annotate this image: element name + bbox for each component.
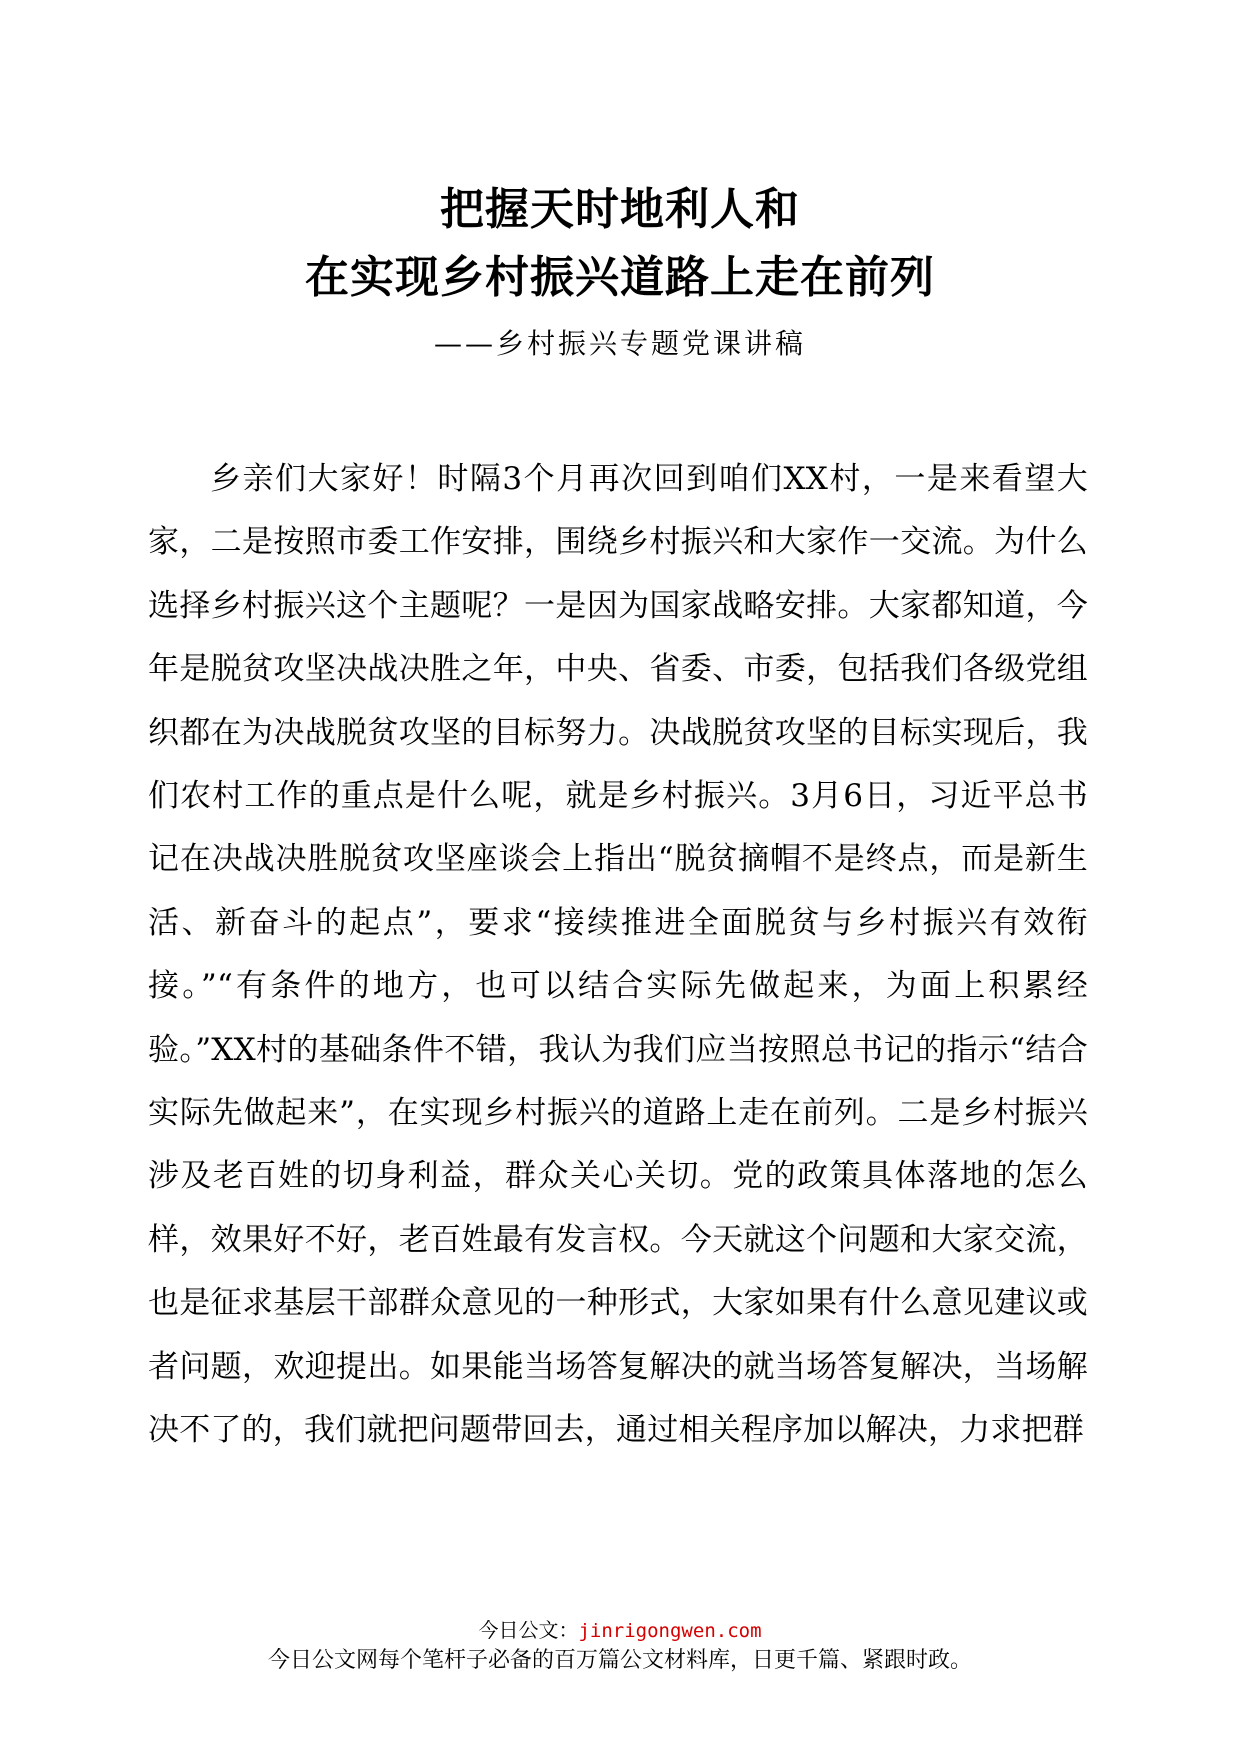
- document-title-line-2: 在实现乡村振兴道路上走在前列: [305, 252, 935, 303]
- footer-slogan: 今日公文网每个笔杆子必备的百万篇公文材料库，日更千篇、紧跟时政。: [267, 1648, 972, 1673]
- document-title-line-1: 把握天时地利人和: [440, 184, 800, 235]
- document-subtitle: ——乡村振兴专题党课讲稿: [433, 327, 806, 360]
- footer-site-line: [0, 1620, 1240, 1641]
- footer-site-label: 今日公文：: [478, 1618, 579, 1642]
- body-paragraph: 乡亲们大家好！时隔3个月再次回到咱们XX村，一是来看望大家，二是按照市委工作安排，围绕乡村振兴和大家作一交流。为什么选择乡村振兴这个主题呢？一是因为国家战略安排。大家都知道，今年是脱贫攻坚决战决胜之年，中央、省委、市委，包括我们各级党组织都在为决战脱贫攻坚的目标努力。决战脱贫攻坚的目标实现后，我们农村工作的重点是什么呢，就是乡村振兴。3月6日，习近平总书记在决战决胜脱贫攻坚座谈会上指出“脱贫摘帽不是终点，而是新生活、新奋斗的起点”，要求“接续推进全面脱贫与乡村振兴有效衔接。”“有条件的地方，也可以结合实际先做起来，为面上积累经验。”XX村的基础条件不错，我认为我们应当按照总书记的指示“结合实际先做起来”，在实现乡村振兴的道路上走在前列。二是乡村振兴涉及老百姓的切身利益，群众关心关切。党的政策具体落地的怎么样，效果好不好，老百姓最有发言权。今天就这个问题和大家交流，也是征求基层干部群众意见的一种形式，大家如果有什么意见建议或者问题，欢迎提出。如果能当场答复解决的就当场答复解决，当场解决不了的，我们就把问题带回去，通过相关程序加以解决，力求把群: [148, 461, 1088, 1449]
- footer-site-url[interactable]: jinrigongwen.com: [578, 1620, 762, 1642]
